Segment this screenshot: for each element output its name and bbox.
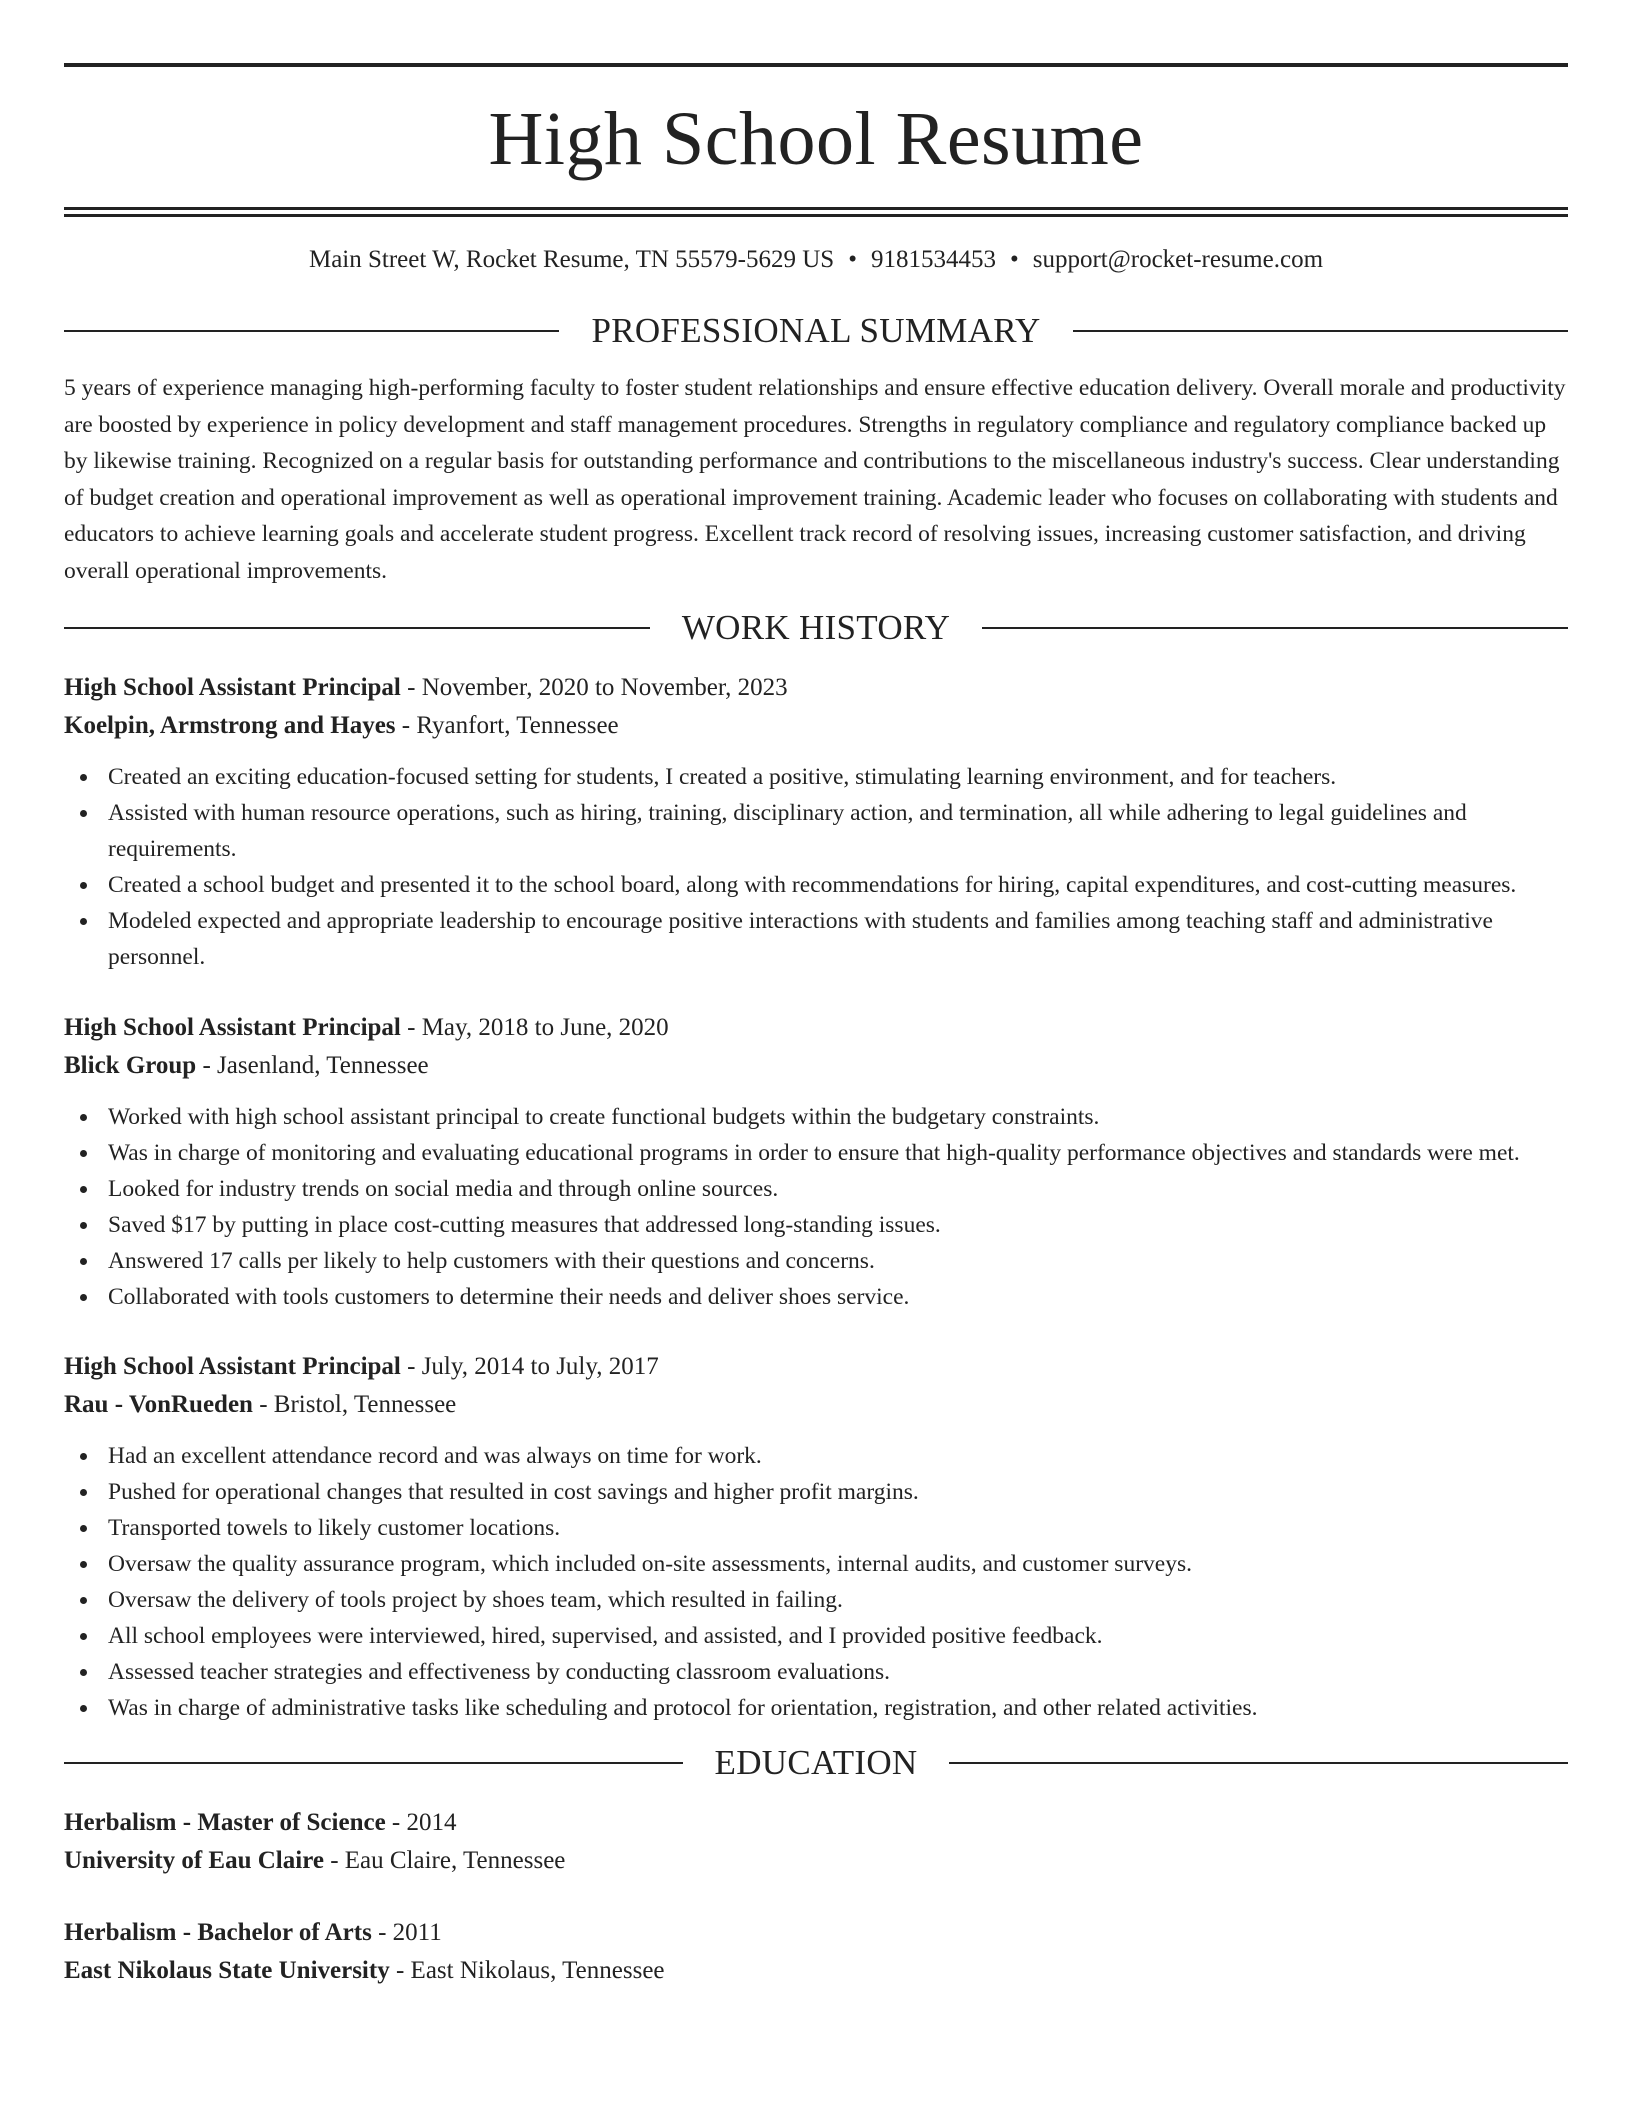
work-heading: WORK HISTORY <box>681 608 951 647</box>
double-rule <box>64 207 1568 217</box>
job-entry <box>64 1009 1568 1315</box>
degree-name: Herbalism - Bachelor of Arts <box>64 1919 372 1946</box>
job-bullets <box>64 759 1568 975</box>
education-heading: EDUCATION <box>714 1743 918 1782</box>
education-section-heading <box>64 1745 1568 1780</box>
degree-line <box>64 1914 1568 1952</box>
contact-line <box>64 245 1568 275</box>
education-entry <box>64 1804 1568 1880</box>
summary-section-heading <box>64 313 1568 348</box>
bullet-item: Looked for industry trends on social media and through online sources. <box>64 1171 1568 1207</box>
job-title: High School Assistant Principal <box>64 1353 401 1380</box>
bullet-item: Transported towels to likely customer locations. <box>64 1510 1568 1546</box>
company-location: - Jasenland, Tennessee <box>196 1052 429 1079</box>
bullet-item: Answered 17 calls per likely to help customers with their questions and concerns. <box>64 1243 1568 1279</box>
degree-line <box>64 1804 1568 1842</box>
heading-rule-left <box>64 627 650 629</box>
degree-year: - 2014 <box>385 1809 457 1836</box>
job-bullets <box>64 1099 1568 1315</box>
summary-heading: PROFESSIONAL SUMMARY <box>591 311 1041 350</box>
job-title-line <box>64 1348 1568 1386</box>
contact-email: support@rocket-resume.com <box>1032 246 1324 273</box>
heading-rule-right <box>1073 330 1568 332</box>
summary-text: 5 years of experience managing high-performing faculty to foster student relationships and ensure effective education delivery. Overall morale and productivity are boosted by experience in policy development and staff management procedures. Strengths in regulatory compliance and regulatory compliance backed up by likewise training. Recognized on a regular basis for outstanding performance and contributions to the miscellaneous industry's success. Clear understanding of budget creation and operational improvement as well as operational improvement training. Academic leader who focuses on collaborating with students and educators to achieve learning goals and accelerate student progress. Excellent track record of resolving issues, increasing customer satisfaction, and driving overall operational improvements. <box>64 375 1566 584</box>
education-entry <box>64 1914 1568 1990</box>
job-title: High School Assistant Principal <box>64 1014 401 1041</box>
bullet-item: Created an exciting education-focused setting for students, I created a positive, stimulating learning environment, and for teachers. <box>64 759 1568 795</box>
degree-year: - 2011 <box>371 1919 442 1946</box>
heading-rule-right <box>949 1762 1568 1764</box>
degree-name: Herbalism - Master of Science <box>64 1809 386 1836</box>
school-location: - East Nikolaus, Tennessee <box>389 1957 665 1984</box>
heading-rule-right <box>982 627 1568 629</box>
company-name: Rau - VonRueden <box>64 1391 253 1418</box>
contact-separator: • <box>848 246 857 273</box>
job-dates: - November, 2020 to November, 2023 <box>400 674 788 701</box>
bullet-item: Had an excellent attendance record and was always on time for work. <box>64 1438 1568 1474</box>
company-location: - Bristol, Tennessee <box>252 1391 457 1418</box>
top-rule <box>64 63 1568 67</box>
company-name: Blick Group <box>64 1052 197 1079</box>
work-section-heading <box>64 610 1568 645</box>
heading-rule-left <box>64 1762 683 1764</box>
resume-title: High School Resume <box>488 97 1144 181</box>
bullet-item: Oversaw the delivery of tools project by shoes team, which resulted in failing. <box>64 1582 1568 1618</box>
bullet-item: Saved $17 by putting in place cost-cutting measures that addressed long-standing issues. <box>64 1207 1568 1243</box>
job-title: High School Assistant Principal <box>64 674 401 701</box>
contact-separator: • <box>1009 246 1019 273</box>
job-title-line <box>64 1009 1568 1047</box>
bullet-item: Oversaw the quality assurance program, which included on-site assessments, internal audits, and customer surveys. <box>64 1546 1568 1582</box>
bullet-item: Created a school budget and presented it to the school board, along with recommendations for hiring, capital expenditures, and cost-cutting measures. <box>64 867 1568 903</box>
bullet-item: Was in charge of administrative tasks like scheduling and protocol for orientation, registration, and other related activities. <box>64 1690 1568 1726</box>
bullet-item: Was in charge of monitoring and evaluating educational programs in order to ensure that high-quality performance objectives and standards were met. <box>64 1135 1568 1171</box>
company-line <box>64 707 1568 745</box>
school-name: University of Eau Claire <box>64 1847 324 1874</box>
bullet-item: Worked with high school assistant principal to create functional budgets within the budgetary constraints. <box>64 1099 1568 1135</box>
school-location: - Eau Claire, Tennessee <box>323 1847 566 1874</box>
job-entry <box>64 669 1568 975</box>
company-name: Koelpin, Armstrong and Hayes <box>64 712 396 739</box>
company-location: - Ryanfort, Tennessee <box>395 712 619 739</box>
bullet-item: Collaborated with tools customers to determine their needs and deliver shoes service. <box>64 1279 1568 1315</box>
contact-address: Main Street W, Rocket Resume, TN 55579-5629 US <box>308 246 835 273</box>
school-line <box>64 1952 1568 1990</box>
school-line <box>64 1842 1568 1880</box>
job-bullets <box>64 1438 1568 1726</box>
bullet-item: Modeled expected and appropriate leadership to encourage positive interactions with students and families among teaching staff and administrative personnel. <box>64 903 1568 975</box>
job-dates: - May, 2018 to June, 2020 <box>400 1014 669 1041</box>
job-entry <box>64 1348 1568 1726</box>
bullet-item: Pushed for operational changes that resulted in cost savings and higher profit margins. <box>64 1474 1568 1510</box>
bullet-item: Assisted with human resource operations, such as hiring, training, disciplinary action, and termination, all while adhering to legal guidelines and requirements. <box>64 795 1568 867</box>
bullet-item: All school employees were interviewed, hired, supervised, and assisted, and I provided positive feedback. <box>64 1618 1568 1654</box>
contact-phone: 9181534453 <box>870 246 996 273</box>
company-line <box>64 1386 1568 1424</box>
job-dates: - July, 2014 to July, 2017 <box>400 1353 659 1380</box>
bullet-item: Assessed teacher strategies and effectiveness by conducting classroom evaluations. <box>64 1654 1568 1690</box>
job-title-line <box>64 669 1568 707</box>
heading-rule-left <box>64 330 559 332</box>
company-line <box>64 1047 1568 1085</box>
school-name: East Nikolaus State University <box>64 1957 390 1984</box>
